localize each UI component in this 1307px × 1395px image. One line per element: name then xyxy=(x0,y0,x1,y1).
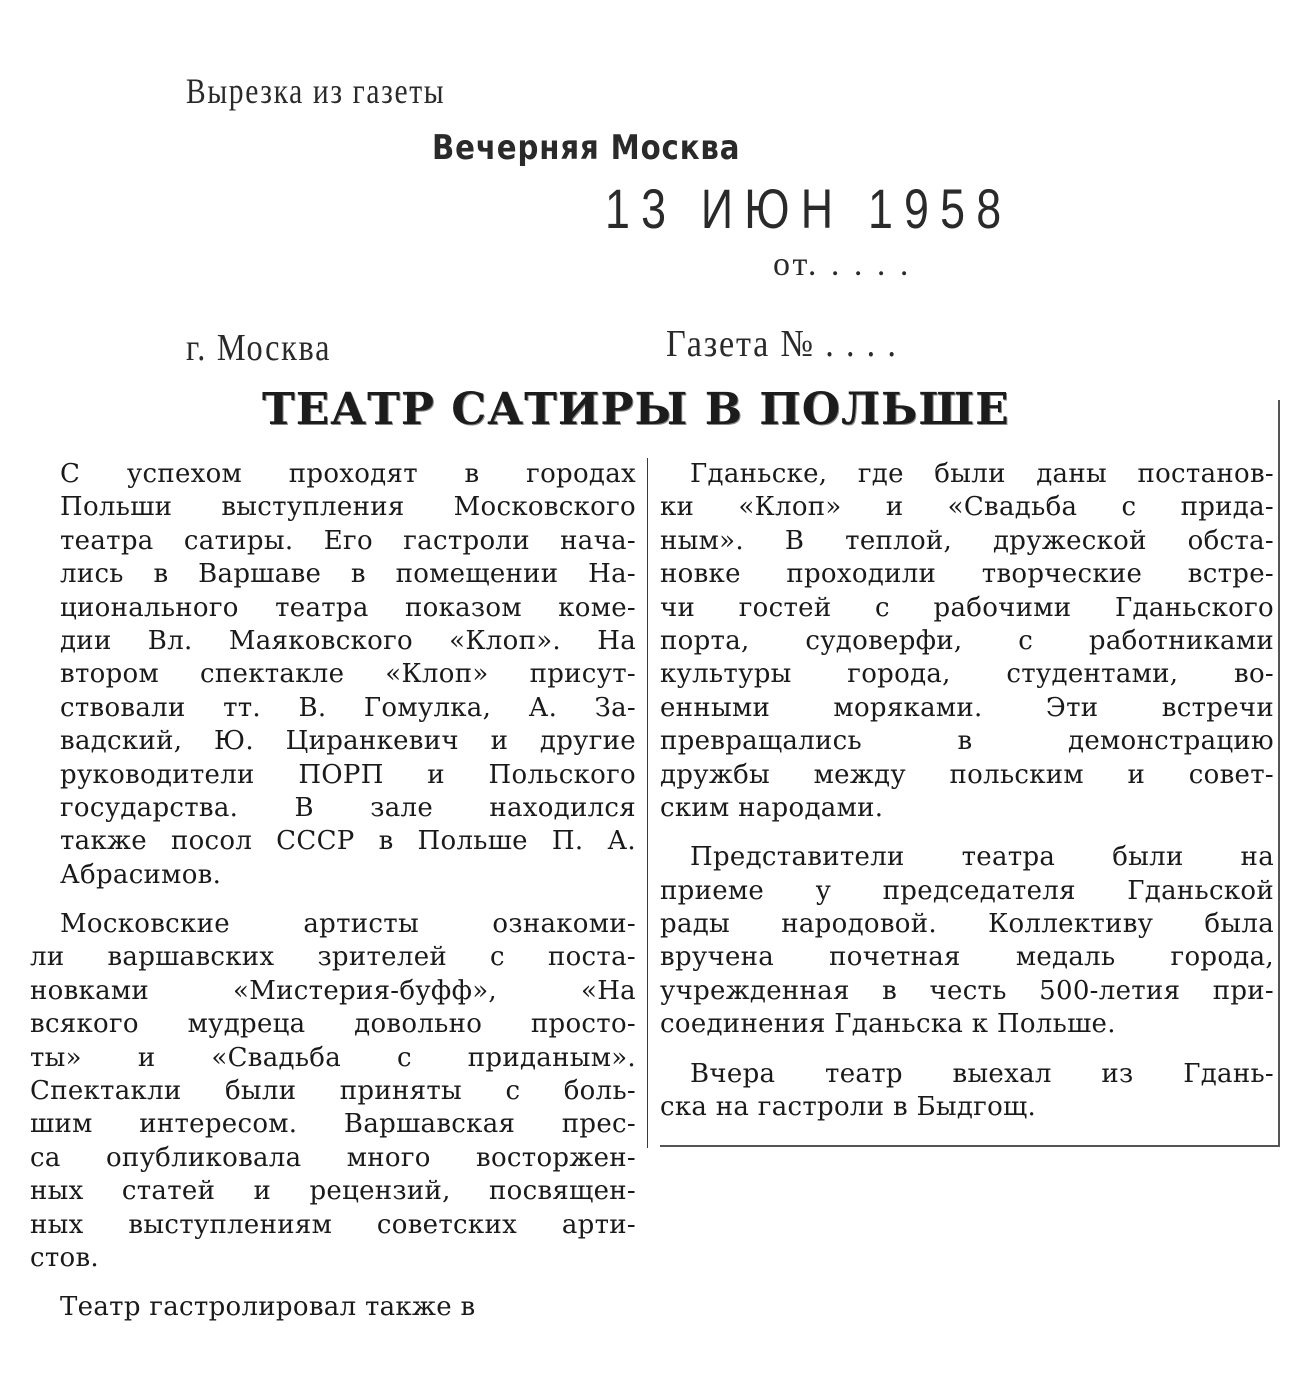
text-line: руководители ПОРП и Польского xyxy=(60,759,636,790)
text-line: театра сатиры. Его гастроли нача- xyxy=(60,525,636,556)
text-line: ска на гастроли в Быдгощ. xyxy=(660,1092,1037,1123)
paragraph xyxy=(660,458,1274,825)
text-line: С успехом проходят в городах xyxy=(60,459,636,489)
text-line: всякого мудреца довольно просто- xyxy=(30,1009,636,1040)
text-line: Представители театра были на xyxy=(690,842,1274,873)
text-line: Театр гастролировал также в xyxy=(60,1292,476,1323)
text-line: культуры города, студентами, во- xyxy=(660,659,1274,690)
text-line: Абрасимов. xyxy=(60,859,222,890)
text-line: также посол СССР в Польше П. А. xyxy=(60,826,636,857)
text-line: Спектакли были приняты с боль- xyxy=(30,1076,636,1107)
text-line: вручена почетная медаль города, xyxy=(660,942,1274,973)
text-line: Польши выступления Московского xyxy=(60,492,636,523)
right-edge-rule xyxy=(1278,400,1280,1146)
text-line: ным». В теплой, дружеской обста- xyxy=(660,525,1274,556)
paragraph-gap xyxy=(660,825,1274,841)
text-line: новками «Мистерия-буфф», «На xyxy=(30,975,636,1006)
left-column xyxy=(30,458,636,1325)
paragraph xyxy=(660,841,1274,1041)
text-line: ки «Клоп» и «Свадьба с прида- xyxy=(660,492,1274,523)
paragraph xyxy=(660,1058,1274,1125)
right-column xyxy=(660,458,1274,1124)
text-line: Московские артисты ознакоми- xyxy=(60,909,636,940)
text-line: учрежденная в честь 500-летия при- xyxy=(660,975,1274,1006)
paragraph-gap xyxy=(660,1042,1274,1058)
paragraph-gap xyxy=(30,892,636,908)
column-divider xyxy=(647,458,648,1148)
text-line: вадский, Ю. Циранкевич и другие xyxy=(60,726,636,757)
text-line: ных выступлениям советских арти- xyxy=(30,1209,636,1240)
text-line: порта, судоверфи, с работниками xyxy=(660,625,1274,656)
text-line: дружбы между польским и совет- xyxy=(660,759,1274,790)
text-line: государства. В зале находился xyxy=(60,792,636,823)
text-line: дии Вл. Маяковского «Клоп». На xyxy=(60,625,636,656)
paragraph-gap xyxy=(30,1275,636,1291)
text-line: ли варшавских зрителей с поста- xyxy=(30,942,636,973)
text-line: са опубликовала много восторжен- xyxy=(30,1142,636,1173)
date-prefix: от. . . . . xyxy=(773,246,912,283)
date-stamp: 13 ИЮН 1958 xyxy=(605,177,1013,240)
text-line: рады народовой. Коллективу была xyxy=(660,909,1274,940)
text-line: приеме у председателя Гданьской xyxy=(660,875,1274,906)
text-line: превращались в демонстрацию xyxy=(660,726,1274,757)
text-line: Вчера театр выехал из Гдань- xyxy=(690,1058,1274,1089)
newspaper-name: Вечерняя Москва xyxy=(432,128,741,168)
paragraph xyxy=(30,1291,636,1324)
paragraph xyxy=(30,458,636,892)
text-line: Гданьске, где были даны постанов- xyxy=(690,459,1274,489)
clipping-label: Вырезка из газеты xyxy=(186,71,446,111)
article-headline: ТЕАТР САТИРЫ В ПОЛЬШЕ xyxy=(262,384,1010,435)
text-line: чи гостей с рабочими Гданьского xyxy=(660,592,1274,623)
text-line: втором спектакле «Клоп» присут- xyxy=(60,659,636,690)
city-label: г. Москва xyxy=(186,327,332,369)
text-line: ским народами. xyxy=(660,792,884,823)
text-line: енными моряками. Эти встречи xyxy=(660,692,1274,723)
text-line: новке проходили творческие встре- xyxy=(660,559,1274,590)
text-line: соединения Гданьска к Польше. xyxy=(660,1009,1116,1040)
text-line: ционального театра показом коме- xyxy=(60,592,636,623)
text-line: шим интересом. Варшавская прес- xyxy=(30,1109,636,1140)
text-line: стов. xyxy=(30,1242,100,1273)
paragraph xyxy=(30,908,636,1275)
issue-number: Газета № . . . . xyxy=(666,323,898,365)
text-line: ствовали тт. В. Гомулка, А. За- xyxy=(60,692,636,723)
bottom-edge-rule xyxy=(660,1145,1280,1147)
text-line: ных статей и рецензий, посвящен- xyxy=(30,1176,636,1207)
text-line: лись в Варшаве в помещении На- xyxy=(60,559,636,590)
text-line: ты» и «Свадьба с приданым». xyxy=(30,1042,636,1073)
